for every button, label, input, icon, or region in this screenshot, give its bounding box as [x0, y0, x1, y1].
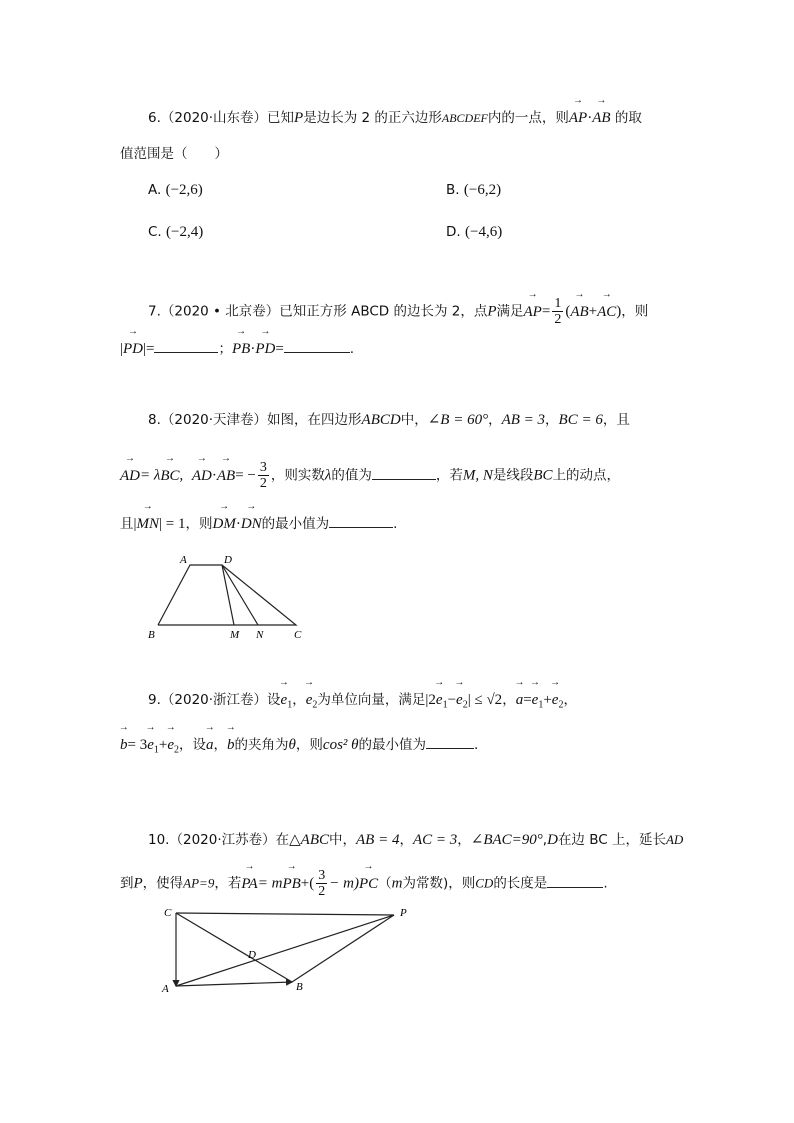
q8-mn: M, N: [462, 467, 493, 484]
q9-vector-e2: → e: [306, 690, 313, 710]
q8-stem: 且: [120, 516, 134, 532]
separator: ，: [213, 737, 228, 753]
label-n: N: [256, 629, 264, 641]
semicolon: ；: [218, 341, 232, 357]
q9-vector-b: → b: [120, 735, 128, 755]
q6-source: （2020·山东卷）: [160, 110, 268, 126]
option-value: (−2,4): [166, 224, 204, 240]
abs-bar: |=: [143, 341, 155, 357]
comma: ,: [179, 467, 184, 484]
q6-stem: 的取: [614, 110, 642, 126]
answer-blank[interactable]: [426, 734, 474, 749]
q9-stem: 设: [267, 692, 281, 708]
option-key: C.: [148, 224, 162, 240]
q6-option-a: [148, 180, 203, 200]
abs-bar: | = 1: [159, 516, 186, 532]
q8-vector-dn: → DN: [241, 514, 262, 534]
q10-stem: 在: [275, 832, 290, 848]
q7-source: （2020 • 北京卷）: [160, 303, 280, 320]
separator: ，: [545, 412, 559, 428]
q10-point-d: D: [547, 832, 558, 848]
q10-stem: ，使得: [142, 875, 184, 892]
q6-label: 6.: [148, 110, 161, 126]
q10-stem: 的长度是: [493, 875, 548, 892]
q6-option-d: [446, 222, 502, 242]
dot-operator: ·: [587, 110, 593, 126]
q10-stem: ，若: [214, 875, 242, 892]
minus: −: [447, 692, 457, 708]
q9-vector-e2: → e: [456, 690, 463, 710]
q10-source: （2020·江苏卷）: [169, 832, 276, 848]
q9-label: 9.: [148, 692, 161, 708]
q10-cd: CD: [475, 875, 494, 891]
q10-point-p: P: [133, 875, 143, 892]
q8-figure: [146, 554, 346, 644]
q10-fraction: [316, 868, 327, 899]
numerator: 1: [554, 296, 562, 311]
q8-source: （2020·天津卷）: [160, 412, 268, 428]
q8-stem: ，则: [185, 516, 213, 532]
q8-stem: 中，: [400, 412, 428, 428]
q8-stem: 的值为: [331, 467, 372, 484]
q7-line2: [120, 338, 354, 359]
segment-ab: [176, 982, 292, 986]
label-d: D: [248, 949, 256, 961]
q8-line2: [120, 460, 620, 491]
q8-quad: ABCD: [361, 412, 401, 428]
q9-vector-e1: → e: [281, 690, 288, 710]
segment-bp: [292, 915, 394, 982]
answer-blank[interactable]: [329, 513, 393, 528]
q8-line3: [120, 513, 397, 534]
separator: ，: [457, 832, 471, 848]
q6-vector-ap: → AP: [569, 108, 587, 128]
q8-vector-dm: → DM: [212, 514, 235, 534]
q8-stem: ，且: [602, 412, 630, 428]
equals: =: [523, 692, 532, 708]
q9-stem: ，则: [295, 737, 323, 753]
theta: θ: [288, 737, 296, 753]
label-d: D: [224, 554, 232, 566]
paren: ): [616, 303, 622, 320]
q6-hexagon: ABCDEF: [441, 111, 488, 125]
q7-line1: [148, 296, 648, 327]
q8-bc: BC: [533, 467, 553, 484]
equals: =: [275, 341, 284, 357]
q6-stem: 值范围是（ ）: [120, 146, 228, 162]
option-key: D.: [446, 224, 461, 240]
separator: ，: [292, 692, 306, 708]
answer-blank[interactable]: [284, 338, 350, 353]
period: .: [393, 516, 398, 532]
q8-ab: AB = 3: [501, 412, 546, 428]
q9-line2: [120, 734, 478, 761]
q7-stem: 已知正方形 ABCD 的边长为 2，点: [279, 303, 488, 320]
q6-option-c: [148, 222, 203, 242]
label-a: A: [180, 554, 187, 566]
q7-vector-ab: → AB: [570, 302, 588, 322]
label-a: A: [162, 983, 169, 995]
q7-vector-ac: → AC: [597, 302, 616, 322]
q7-vector-pd: → PD: [123, 339, 143, 359]
q10-stem: ,: [542, 832, 548, 848]
label-c: C: [294, 629, 302, 641]
separator: ，: [563, 692, 577, 708]
q9-vector-a: → a: [206, 735, 214, 755]
subscript: 1: [442, 699, 448, 711]
q8-vector-mn: → MN: [137, 514, 160, 534]
q9-b-def: = 3: [127, 737, 148, 753]
q6-option-b: [446, 180, 501, 200]
option-key: B.: [446, 182, 460, 198]
q8-stem: ，则实数: [270, 467, 325, 484]
q6-vector-ab: → AB: [592, 108, 610, 128]
plus: +(: [300, 875, 315, 892]
q10-angle: ∠BAC=90°: [470, 832, 543, 848]
q8-bc: BC = 6: [558, 412, 603, 428]
subscript: 1: [153, 744, 159, 756]
q8-vector-ad: → AD: [120, 466, 140, 486]
q10-vector-pa: → PA: [241, 874, 257, 894]
q10-line1: [148, 830, 683, 850]
q8-stem: 是线段: [492, 467, 534, 484]
option-value: (−6,2): [463, 182, 502, 198]
label-b: B: [148, 629, 155, 641]
equals: =: [541, 303, 551, 320]
q7-fraction: [552, 296, 563, 327]
numerator: 3: [259, 460, 267, 475]
lambda: λ: [324, 467, 332, 484]
period: .: [474, 737, 479, 753]
q9-stem: ，设: [179, 737, 207, 753]
period: .: [603, 875, 608, 892]
dot-operator: ·: [250, 341, 256, 357]
paren: (: [565, 303, 571, 320]
denominator: 2: [554, 312, 562, 327]
equals: = −: [235, 467, 256, 484]
option-key: A.: [148, 182, 162, 198]
q9-vector-e1: → e: [147, 735, 154, 755]
q9-vector-e1: → e: [436, 690, 443, 710]
q9-cond: | ≤ √2: [467, 692, 503, 708]
q10-stem: 中，: [329, 832, 357, 848]
q8-line1: [148, 410, 630, 430]
q6-stem: 内的一点，则: [487, 110, 569, 126]
subscript: 2: [312, 699, 318, 711]
q10-stem: （: [378, 875, 392, 892]
plus: +: [543, 692, 552, 708]
subscript: 1: [538, 699, 544, 711]
q6-line1: [148, 108, 642, 128]
q7-vector-pb: → PB: [232, 339, 250, 359]
q10-eq: = m: [257, 875, 283, 892]
q10-ap: AP=9: [183, 875, 215, 891]
label-m: M: [230, 629, 240, 641]
label-c: C: [164, 907, 172, 919]
label-b: B: [296, 981, 303, 993]
separator: ，: [399, 832, 413, 848]
separator: ，: [488, 412, 502, 428]
q9-source: （2020·浙江卷）: [160, 692, 268, 708]
q10-ad: AD: [665, 832, 684, 847]
option-value: (−4,6): [464, 224, 503, 240]
q6-stem: 是边长为 2 的正六边形: [303, 110, 442, 126]
numerator: 3: [318, 868, 326, 883]
period: .: [349, 341, 355, 357]
q10-line2: [120, 868, 608, 899]
q6-stem: 已知: [267, 110, 295, 126]
q9-line1: [148, 690, 577, 716]
q10-vector-pc: → PC: [359, 874, 378, 894]
q10-stem: 到: [120, 875, 134, 892]
q9-cond: |2: [425, 692, 436, 708]
q9-vector-e2: → e: [167, 735, 174, 755]
subscript: 1: [287, 699, 293, 711]
q9-stem: 为单位向量，满足: [317, 692, 426, 708]
q8-stem: ，若: [435, 467, 463, 484]
segment-ap: [176, 915, 394, 986]
q8-fraction: [258, 460, 269, 491]
plus: +: [588, 303, 598, 320]
dot-operator: ·: [235, 516, 241, 532]
q9-cos: cos² θ: [322, 737, 359, 753]
q7-point-p: P: [487, 303, 497, 320]
q7-stem: ，则: [621, 303, 649, 320]
q7-stem: 满足: [496, 303, 524, 320]
subscript: 2: [558, 699, 564, 711]
segment-cb: [176, 913, 292, 982]
q8-label: 8.: [148, 412, 161, 428]
q6-point-p: P: [294, 110, 304, 126]
q10-m: m: [391, 875, 403, 892]
q8-angle: ∠B = 60°: [427, 412, 489, 428]
q9-stem: 的夹角为: [234, 737, 289, 753]
q7-vector-ap: → AP: [524, 302, 542, 322]
q10-figure: [158, 902, 418, 1002]
q10-vector-pb: → PB: [282, 874, 300, 894]
q7-vector-pd: → PD: [255, 339, 275, 359]
q10-stem: 为常数)，则: [402, 875, 476, 892]
q8-vector-ad: → AD: [192, 466, 212, 486]
label-p: P: [400, 907, 407, 919]
answer-blank[interactable]: [547, 873, 603, 888]
q10-stem: 在边 BC 上，延长: [557, 832, 666, 848]
abs-bar: |: [133, 516, 137, 532]
q8-eq: = λ: [140, 467, 161, 484]
q8-vector-ab: → AB: [217, 466, 235, 486]
q10-label: 10.: [148, 832, 170, 848]
denominator: 2: [259, 476, 267, 491]
q10-minus-m: − m): [329, 875, 359, 892]
q10-ab: AB = 4: [356, 832, 400, 848]
q9-vector-e1: → e: [532, 690, 539, 710]
q9-vector-e2: → e: [552, 690, 559, 710]
denominator: 2: [318, 884, 326, 899]
separator: ，: [502, 692, 516, 708]
q10-triangle: △ABC: [289, 832, 330, 848]
option-value: (−2,6): [165, 182, 203, 198]
q9-vector-b: → b: [227, 735, 235, 755]
plus: +: [158, 737, 168, 753]
q8-vector-bc: → BC: [160, 466, 179, 486]
abs-bar: |: [120, 341, 124, 357]
answer-blank[interactable]: [372, 465, 436, 480]
q8-stem: 如图，在四边形: [267, 412, 362, 428]
q9-vector-a: → a: [516, 690, 524, 710]
q10-ac: AC = 3: [412, 832, 458, 848]
answer-blank[interactable]: [154, 338, 218, 353]
dot-operator: ·: [211, 467, 217, 484]
q8-stem: 上的动点，: [552, 467, 621, 484]
subscript: 2: [174, 744, 180, 756]
segment-cp: [176, 913, 394, 915]
q6-line2: [120, 144, 228, 164]
subscript: 2: [462, 699, 468, 711]
q7-label: 7.: [148, 303, 161, 320]
q8-stem: 的最小值为: [261, 516, 330, 532]
q9-stem: 的最小值为: [358, 737, 427, 753]
